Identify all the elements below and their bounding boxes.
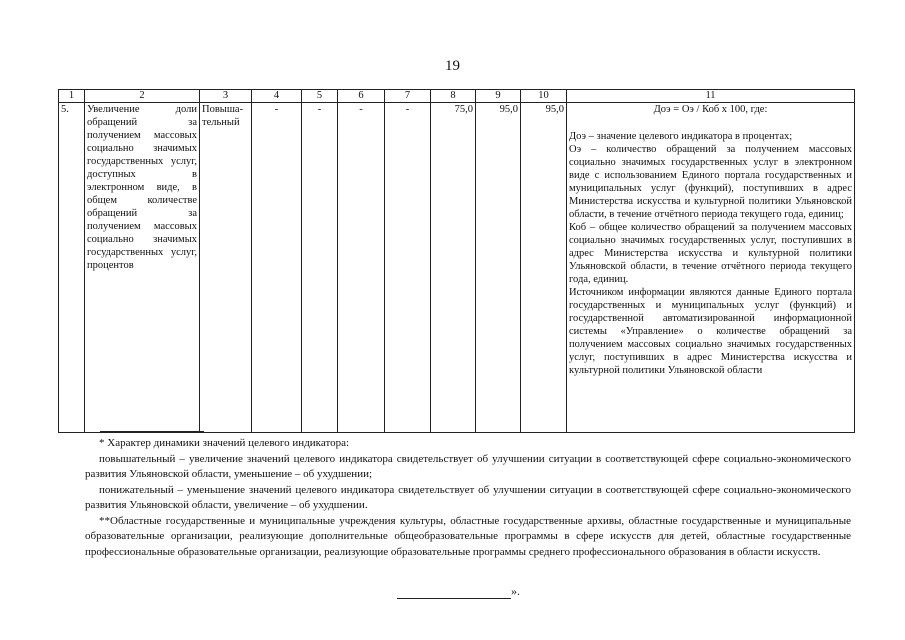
value-col9: 95,0: [476, 103, 521, 433]
calculation-method: [567, 103, 855, 433]
value-col7: -: [385, 103, 431, 433]
explanation-paragraph: Источником информации являются данные Единого портала государственных и муниципальных услуг (функций) и государственной автоматизированной информационной системы «Управление» о количестве обращений за получением массовых социально значимых государственных услуг, поступивших в адрес Министерства искусства и культурной политики Ульяновской области: [569, 287, 852, 376]
dynamics-type: Повыша-тельный: [200, 103, 252, 433]
explanation-paragraph: Доэ – значение целевого индикатора в процентах;: [569, 131, 793, 142]
value-col8: 75,0: [431, 103, 476, 433]
closing-mark: [397, 584, 520, 599]
header-row: [59, 90, 855, 103]
header-cell: 3: [200, 90, 252, 103]
value-col5: -: [302, 103, 338, 433]
header-cell: 6: [338, 90, 385, 103]
closing-line: [397, 588, 511, 599]
header-cell: 11: [567, 90, 855, 103]
footnotes: [85, 436, 851, 560]
indicator-table: [58, 89, 855, 433]
header-cell: 4: [252, 90, 302, 103]
header-cell: 10: [521, 90, 567, 103]
header-cell: 5: [302, 90, 338, 103]
footnote-heading: * Характер динамики значений целевого индикатора:: [99, 437, 350, 449]
value-col4: -: [252, 103, 302, 433]
footnote-text: понижательный – уменьшение значений целевого индикатора свидетельствует об улучшении ситуации в соответствующей сфере социально-экономического развития Ульяновской области, увеличение – об ухудшении.: [85, 483, 851, 511]
value-col10: 95,0: [521, 103, 567, 433]
row-number: 5.: [59, 103, 85, 433]
header-cell: 1: [59, 90, 85, 103]
header-cell: 8: [431, 90, 476, 103]
page-number: 19: [445, 58, 460, 74]
explanation-paragraph: Коб – общее количество обращений за получением массовых социально значимых государственных услуг, поступивших в адрес Министерства искусства и культурной политики Ульяновской области, в течение отчётного периода текущего года, единиц.: [569, 222, 852, 285]
table-row: [59, 103, 855, 433]
formula: Доэ = Оэ / Коб х 100, где:: [653, 104, 768, 115]
indicator-name: Увеличение доли обращений за получением массовых социально значимых государственных услуг, доступных в электронном виде, в общем количестве обращений за получением массовых социально значимых государственных услуг, процентов: [85, 103, 200, 433]
value-col6: -: [338, 103, 385, 433]
header-cell: 2: [85, 90, 200, 103]
explanation-paragraph: Оэ – количество обращений за получением массовых социально значимых государственных услуг в электронном виде с использованием Единого портала государственных и муниципальных услуг (функций), поступивших в адрес Министерства искусства и культурной политики Ульяновской области, в течение отчётного периода текущего года, единиц;: [569, 144, 852, 220]
closing-quote: ».: [511, 584, 520, 598]
footnote-text: повышательный – увеличение значений целевого индикатора свидетельствует об улучшении ситуации в соответствующей сфере социально-экономического развития Ульяновской области, уменьшение – об ухудшении;: [85, 452, 851, 480]
header-cell: 9: [476, 90, 521, 103]
header-cell: 7: [385, 90, 431, 103]
footnote-divider: [100, 431, 204, 432]
footnote-text: **Областные государственные и муниципальные учреждения культуры, областные государственные архивы, областные государственные и муниципальные образовательные организации, реализующие дополнительные общеобразовательные программы в сфере искусств для детей, областные государственные профессиональные образовательные организации, реализующие образовательные программы среднего профессионального образования в области искусств.: [85, 514, 851, 558]
